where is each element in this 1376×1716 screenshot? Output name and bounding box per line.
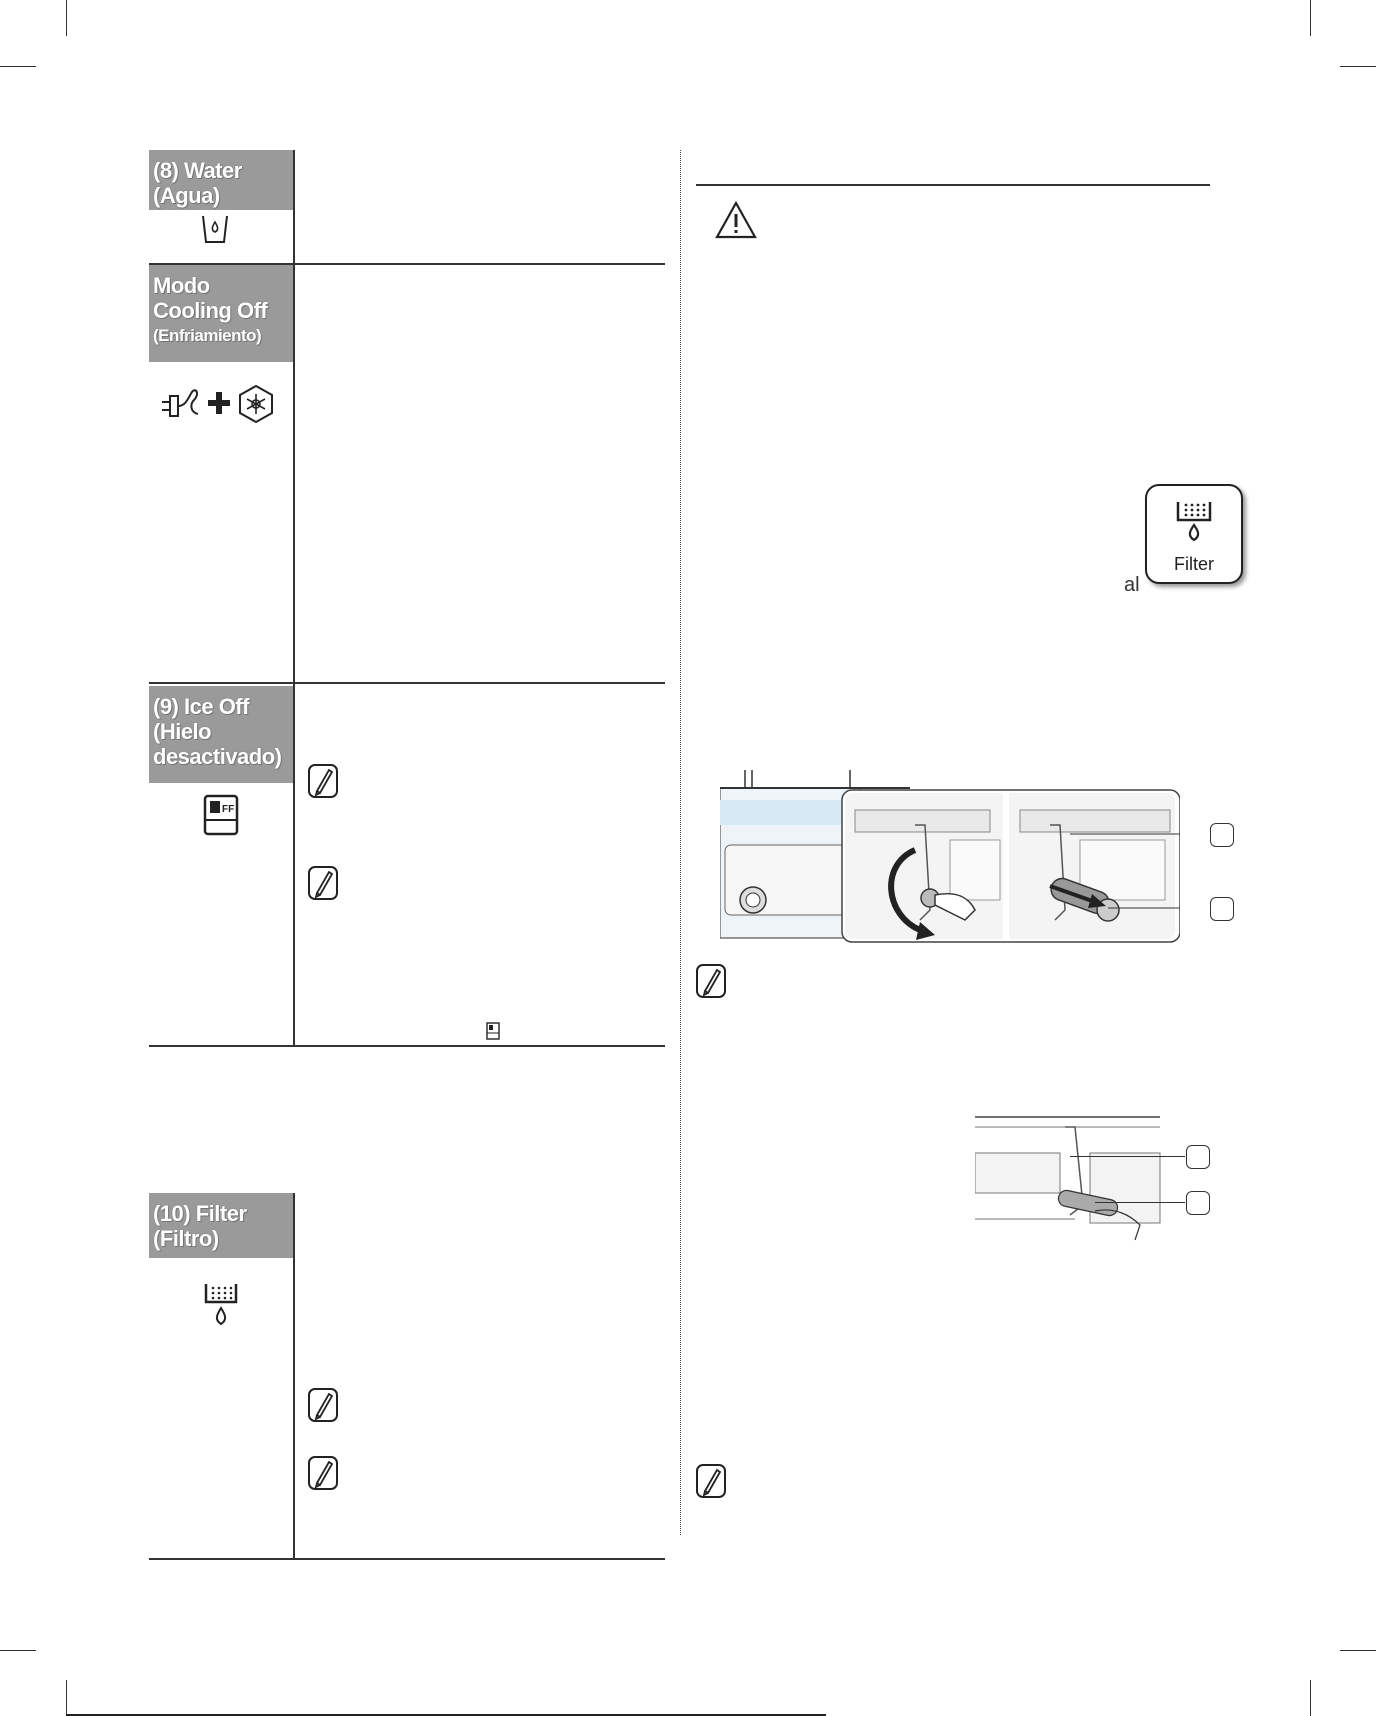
snowflake-hexagon-icon — [238, 384, 274, 424]
note-pencil-icon — [308, 866, 338, 900]
crop-mark — [1340, 66, 1376, 67]
label-line: (Enfriamiento) — [153, 326, 262, 345]
crop-mark — [0, 66, 36, 67]
right-heading-rule — [696, 184, 1210, 186]
section-label-cooling-off — [149, 265, 293, 362]
crop-mark — [66, 0, 67, 36]
label-line: (9) Ice Off — [153, 694, 249, 719]
callout-leader — [1070, 1156, 1185, 1157]
warning-triangle-icon — [714, 200, 758, 240]
filter-icon — [1174, 498, 1214, 542]
section-label-water — [149, 150, 293, 210]
table-vline — [293, 150, 295, 1045]
crop-mark — [0, 1650, 36, 1651]
callout-leader — [1095, 1202, 1185, 1203]
ice-off-small-icon — [486, 1022, 500, 1040]
plus-icon — [208, 392, 230, 414]
filter-button-label: Filter — [1174, 554, 1214, 574]
table-hline — [149, 1045, 665, 1047]
table-vline — [293, 1193, 295, 1558]
crop-mark — [66, 1680, 67, 1716]
table-hline — [149, 682, 665, 684]
water-cup-icon — [200, 212, 230, 246]
note-pencil-icon — [308, 1388, 338, 1422]
label-line: desactivado) — [153, 744, 282, 769]
note-pencil-icon — [696, 1464, 726, 1498]
note-pencil-icon — [308, 764, 338, 798]
crop-mark — [1310, 0, 1311, 36]
column-divider — [680, 150, 681, 1535]
crop-mark — [1340, 1650, 1376, 1651]
filter-removal-illustration — [720, 770, 1180, 945]
plug-icon — [160, 388, 204, 424]
filter-button[interactable] — [1145, 484, 1243, 584]
label-line: (Hielo — [153, 719, 212, 744]
label-line: (Filtro) — [153, 1226, 219, 1251]
label-line: (8) Water — [153, 158, 242, 183]
al-text: al — [1124, 574, 1140, 596]
crop-mark — [1310, 1680, 1311, 1716]
callout-label — [1210, 823, 1234, 847]
label-line: (10) Filter — [153, 1201, 247, 1226]
label-line: Modo — [153, 273, 210, 298]
callout-label — [1186, 1145, 1210, 1169]
label-line: (Agua) — [153, 183, 220, 208]
note-pencil-icon — [696, 964, 726, 998]
callout-label — [1210, 897, 1234, 921]
table-hline — [149, 1558, 665, 1560]
note-pencil-icon — [308, 1456, 338, 1490]
filter-icon — [204, 1282, 238, 1328]
section-label-filter — [149, 1193, 293, 1258]
ice-off-icon — [203, 794, 239, 836]
callout-label — [1186, 1191, 1210, 1215]
svg-text:FF: FF — [222, 804, 235, 815]
label-line: Cooling Off — [153, 298, 268, 323]
section-label-ice-off — [149, 686, 293, 783]
filter-install-illustration — [975, 1115, 1175, 1245]
